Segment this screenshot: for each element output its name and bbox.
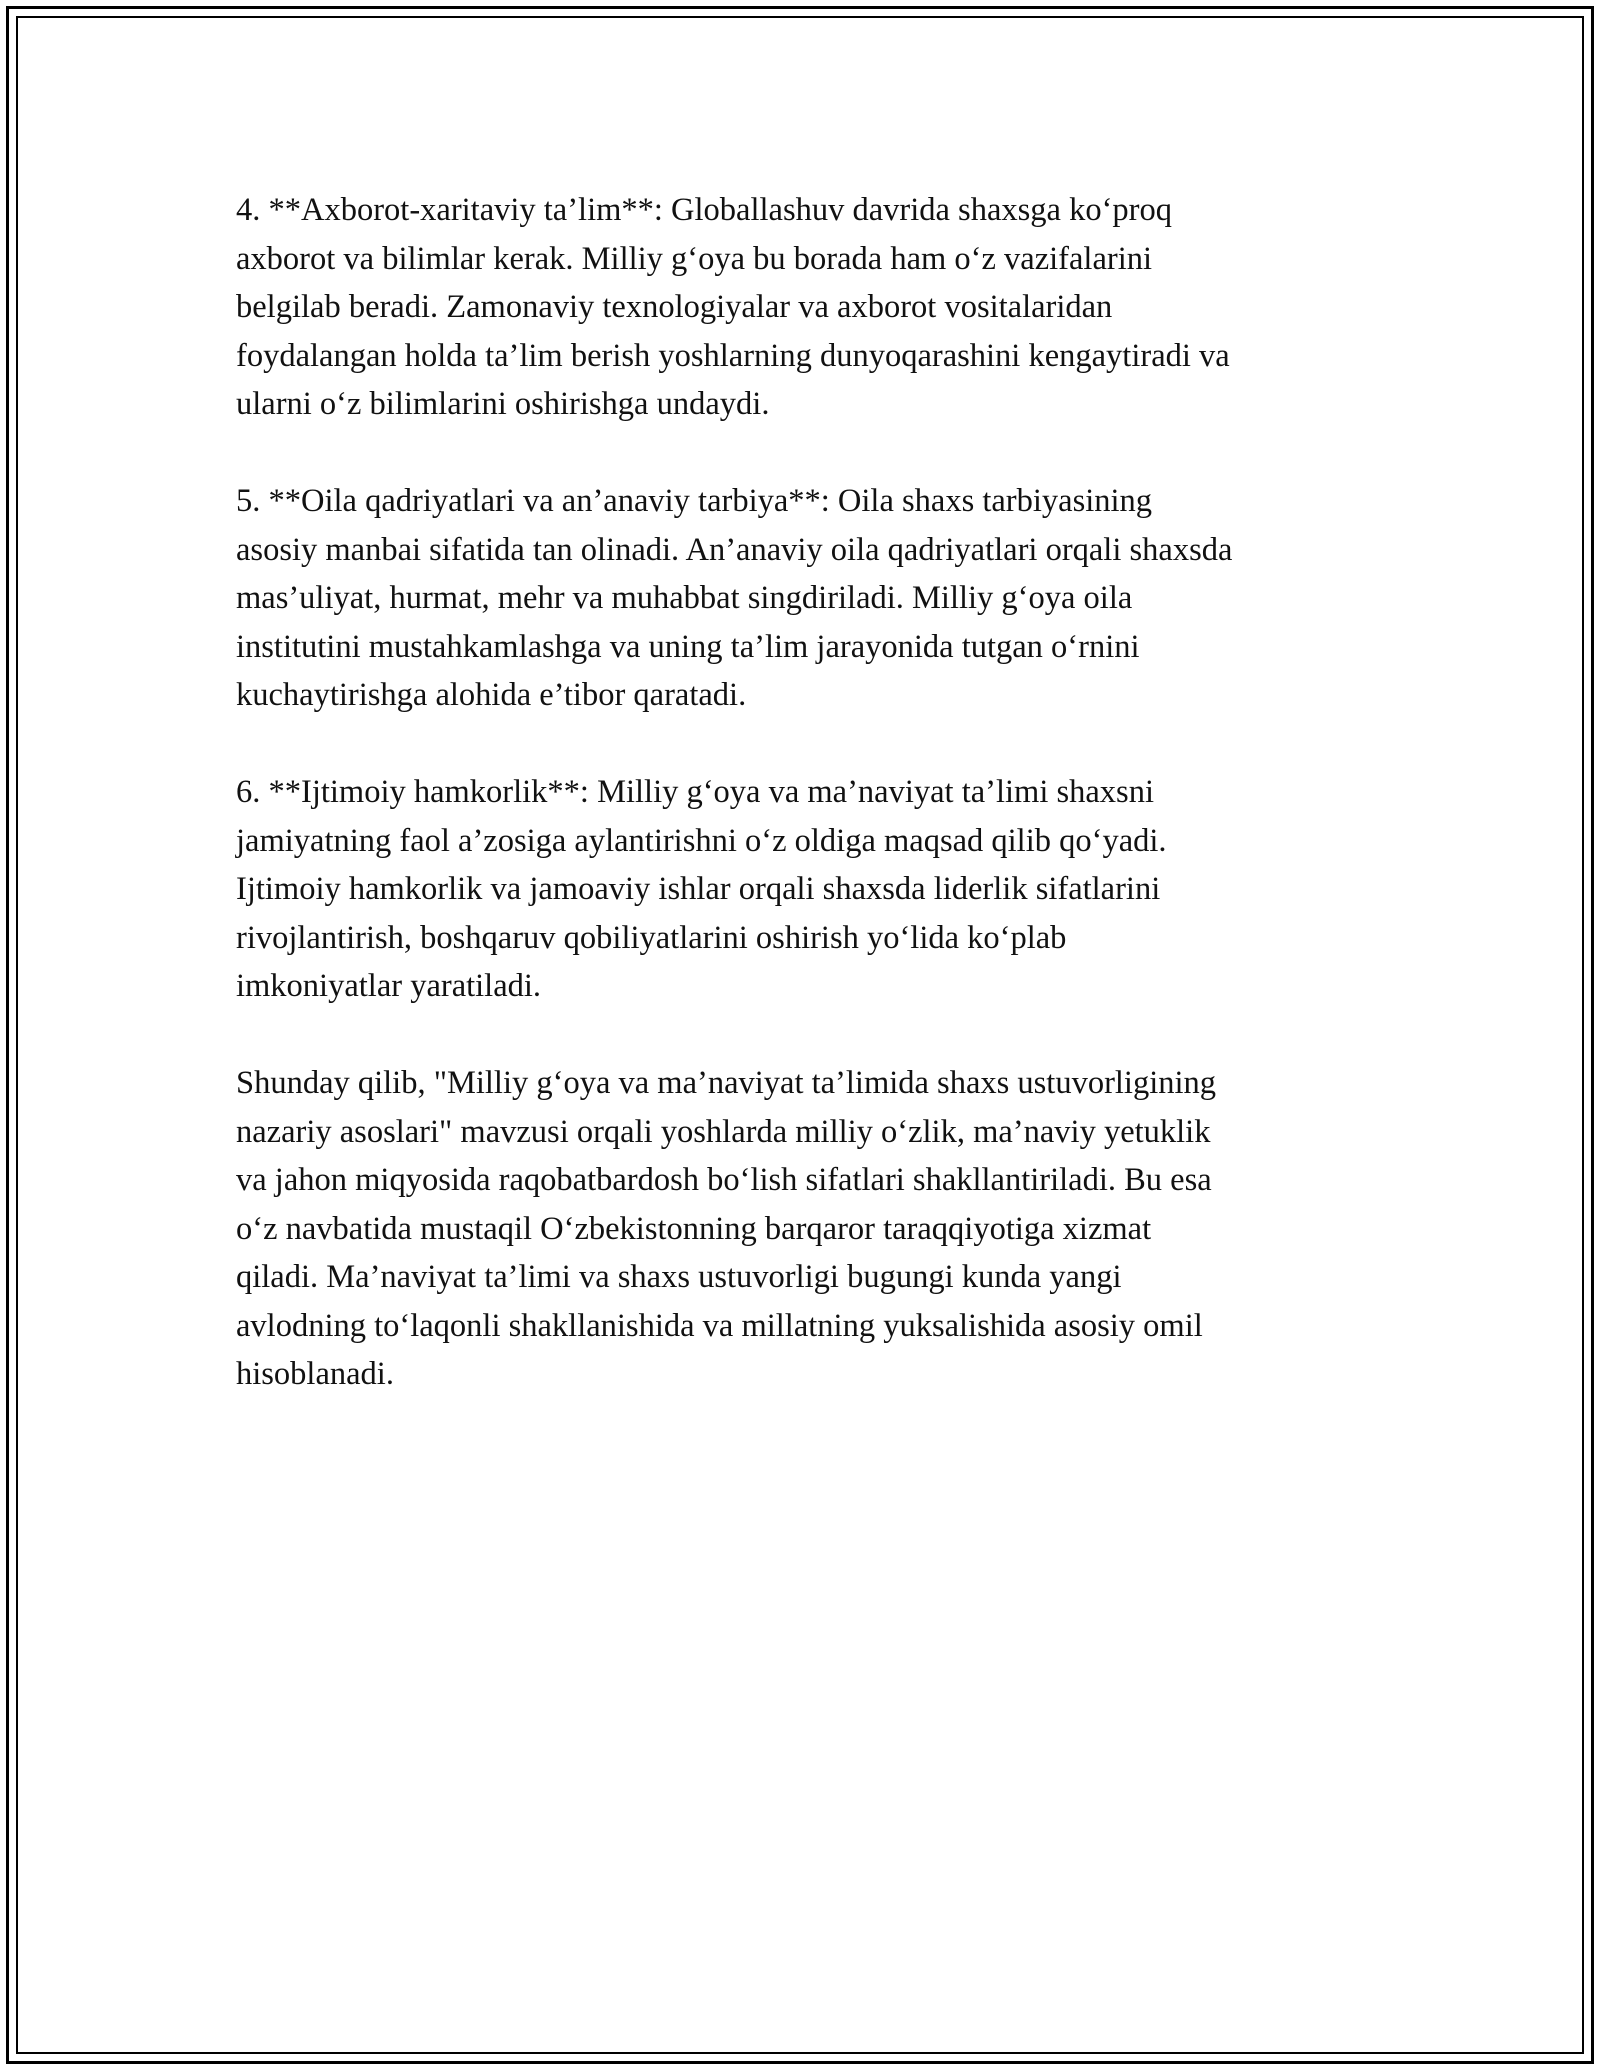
- document-body: [236, 186, 1386, 1447]
- paragraph-axborot-xaritaviy-talim: 4. **Axborot-xaritaviy ta’lim**: Globallashuv davrida shaxsga koʻproq axborot va bilimlar kerak. Milliy gʻoya bu borada ham oʻz vazifalarini belgilab beradi. Zamonaviy texnologiyalar va axborot vositalaridan foydalangan holda ta’lim berish yoshlarning dunyoqarashini kengaytiradi va ularni oʻz bilimlarini oshirishga undaydi.: [236, 192, 1230, 422]
- paragraph-conclusion: Shunday qilib, "Milliy gʻoya va ma’naviyat ta’limida shaxs ustuvorligining nazariy asoslari" mavzusi orqali yoshlarda milliy oʻzlik, ma’naviy yetuklik va jahon miqyosida raqobatbardosh boʻlish sifatlari shakllantiriladi. Bu esa oʻz navbatida mustaqil Oʻzbekistonning barqaror taraqqiyotiga xizmat qiladi. Ma’naviyat ta’limi va shaxs ustuvorligi bugungi kunda yangi avlodning toʻlaqonli shakllanishida va millatning yuksalishida asosiy omil hisoblanadi.: [236, 1065, 1217, 1392]
- paragraph-ijtimoiy-hamkorlik: 6. **Ijtimoiy hamkorlik**: Milliy gʻoya va ma’naviyat ta’limi shaxsni jamiyatning faol a’zosiga aylantirishni oʻz oldiga maqsad qilib qoʻyadi. Ijtimoiy hamkorlik va jamoaviy ishlar orqali shaxsda liderlik sifatlarini rivojlantirish, boshqaruv qobiliyatlarini oshirish yoʻlida koʻplab imkoniyatlar yaratiladi.: [236, 774, 1167, 1004]
- paragraph-oila-qadriyatlari: 5. **Oila qadriyatlari va an’anaviy tarbiya**: Oila shaxs tarbiyasining asosiy manbai sifatida tan olinadi. An’anaviy oila qadriyatlari orqali shaxsda mas’uliyat, hurmat, mehr va muhabbat singdiriladi. Milliy gʻoya oila institutini mustahkamlashga va uning ta’lim jarayonida tutgan oʻrnini kuchaytirishga alohida e’tibor qaratadi.: [236, 483, 1233, 713]
